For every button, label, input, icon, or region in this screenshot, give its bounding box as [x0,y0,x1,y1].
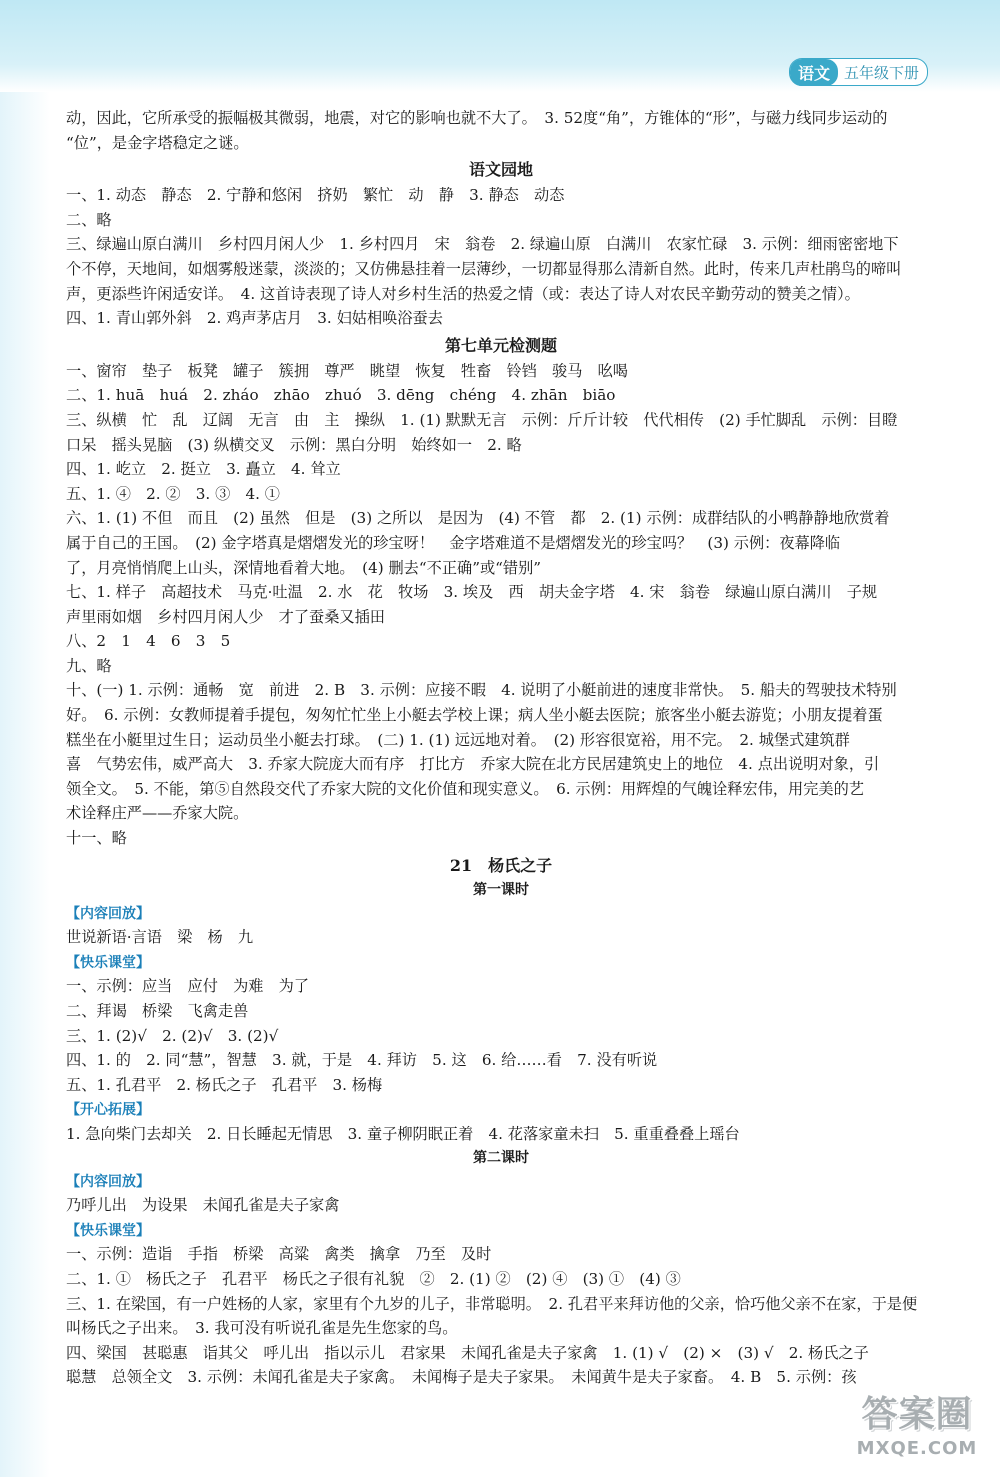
answer-line: 个不停，天地间，如烟雾般迷蒙，淡淡的；又仿佛悬挂着一层薄纱，一切都显得那么清新自然。此时，传来几声杜鹃鸟的啼叫 [66,259,902,278]
section-tag-label: 【开心拓展】 [66,1102,150,1119]
section-tag-label: 【快乐课堂】 [66,954,150,971]
section-title: 语文园地 [468,160,533,180]
answer-line: 了，月亮悄悄爬上山头，深情地看着大地。 (4) 删去“不正确”或“错别” [66,558,542,577]
answer-line: 领全文。 5. 不能，第⑤自然段交代了乔家大院的文化价值和现实意义。 6. 示例：用辉煌的气魄诠释宏伟，用完美的艺 [66,779,864,798]
lesson-subtitle: 第一课时 [473,881,529,898]
answer-line: 八、2 1 4 6 3 5 [66,632,231,651]
answer-line: 动，因此，它所承受的振幅极其微弱，地震，对它的影响也就不大了。 3. 52度“角”，方锥体的“形”，与磁力线同步运动的 [66,109,888,127]
lesson-subtitle: 第二课时 [473,1149,529,1166]
answer-line: 叫杨氏之子出来。 3. 我可没有听说孔雀是先生您家的鸟。 [66,1319,458,1338]
section-title: 21 杨氏之子 [449,855,553,875]
answer-line: 二、1. huā huá 2. zháo zhāo zhuó 3. dēng chéng 4. zhān biāo [66,386,616,405]
answer-line: 糕坐在小艇里过生日；运动员坐小艇去打球。 (二) 1. (1) 远远地对着。 (2) 形容很宽裕，用不完。 2. 城堡式建筑群 [66,730,850,749]
answer-line: 二、略 [66,210,112,229]
watermark-logo: 答案圈 [861,1394,973,1435]
answer-line: 聪慧 总领全文 3. 示例：未闻孔雀是夫子家禽。 未闻梅子是夫子家果。 未闻黄牛是夫子家畜。 4. B 5. 示例：孩 [66,1368,857,1387]
answer-line: 十一、略 [66,829,127,848]
answer-line: 一、1. 动态 静态 2. 宁静和悠闲 挤奶 繁忙 动 静 3. 静态 动态 [66,186,565,205]
answer-line: 四、1. 屹立 2. 挺立 3. 矗立 4. 耸立 [66,460,341,479]
answer-line: 喜 气势宏伟，威严高大 3. 乔家大院庞大而有序 打比方 乔家大院在北方民居建筑史上的地位 4. 点出说明对象，引 [66,755,880,774]
section-title: 第七单元检测题 [444,335,557,355]
section-tag [66,1097,936,1122]
answer-line: 五、1. ④ 2. ② 3. ③ 4. ① [66,484,280,503]
answer-line: 三、1. 在梁国，有一户姓杨的人家，家里有个九岁的儿子，非常聪明。 2. 孔君平来拜访他的父亲，恰巧他父亲不在家，于是便 [66,1294,918,1313]
answer-line: 三、1. (2)√ 2. (2)√ 3. (2)√ [66,1026,279,1045]
answer-line: 三、纵横 忙 乱 辽阔 无言 由 主 操纵 1. (1) 默默无言 示例：斤斤计较 代代相传 (2) 手忙脚乱 示例：目瞪 [66,410,898,429]
answer-line: 二、1. ① 杨氏之子 孔君平 杨氏之子很有礼貌 ② 2. (1) ② (2) ④ (3) ① (4) ③ [66,1269,681,1288]
section-tag-label: 【快乐课堂】 [66,1222,150,1239]
answer-line: 三、绿遍山原白满川 乡村四月闲人少 1. 乡村四月 宋 翁卷 2. 绿遍山原 白满川 农家忙碌 3. 示例：细雨密密地下 [66,235,899,254]
section-tag [66,1169,936,1194]
watermark-url: MXQE.COM [856,1438,978,1459]
answer-line: 五、1. 孔君平 2. 杨氏之子 孔君平 3. 杨梅 [66,1075,383,1094]
answer-line: 六、1. (1) 不但 而且 (2) 虽然 但是 (3) 之所以 是因为 (4) 不管 都 2. (1) 示例：成群结队的小鸭静静地欣赏着 [66,509,890,528]
answer-line: 七、1. 样子 高超技术 马克·吐温 2. 水 花 牧场 3. 埃及 西 胡夫金字塔 4. 宋 翁卷 绿遍山原白满川 子规 [66,583,878,602]
subject-label: 语文 [790,59,838,86]
answer-line: 四、1. 的 2. 同“慧”，智慧 3. 就，于是 4. 拜访 5. 这 6. 给……看 7. 没有听说 [66,1051,658,1070]
answer-line: 属于自己的王国。 (2) 金字塔真是熠熠发光的珍宝呀！ 金字塔难道不是熠熠发光的珍宝吗？ (3) 示例：夜幕降临 [66,533,841,552]
answer-line: 口呆 摇头晃脑 (3) 纵横交叉 示例：黑白分明 始终如一 2. 略 [66,435,522,454]
subject-grade-badge [789,58,928,86]
page-margin-shade [0,92,50,1477]
section-tag [66,950,936,975]
section-tag-label: 【内容回放】 [66,905,150,922]
section-tag [66,1218,936,1243]
answer-line: 二、拜谒 桥梁 飞禽走兽 [66,1002,249,1020]
answer-line: 一、示例：造诣 手指 桥梁 高粱 禽类 擒拿 乃至 及时 [66,1245,492,1264]
answer-line: 四、梁国 甚聪惠 诣其父 呼儿出 指以示儿 君家果 未闻孔雀是夫子家禽 1. (1) √ (2) × (3) √ 2. 杨氏之子 [66,1343,869,1362]
section-tag [66,901,936,926]
section-tag-label: 【内容回放】 [66,1173,150,1190]
answer-line: “位”，是金字塔稳定之谜。 [66,133,249,152]
answer-line: 1. 急向柴门去却关 2. 日长睡起无情思 3. 童子柳阴眠正着 4. 花落家童未扫 5. 重重叠叠上瑶台 [66,1124,740,1143]
answer-line: 一、示例：应当 应付 为难 为了 [66,977,309,996]
answer-line: 十、(一) 1. 示例：通畅 宽 前进 2. B 3. 示例：应接不暇 4. 说明了小艇前进的速度非常快。 5. 船夫的驾驶技术特别 [66,681,897,700]
grade-label: 五年级下册 [843,63,919,82]
answer-line: 九、略 [66,656,112,675]
answer-line: 术诠释庄严——乔家大院。 [66,804,249,823]
answer-line: 世说新语·言语 梁 杨 九 [66,928,254,947]
watermark [842,1393,992,1473]
answer-line: 声里雨如烟 乡村四月闲人少 才了蚕桑又插田 [66,607,385,626]
answer-line: 乃呼儿出 为设果 未闻孔雀是夫子家禽 [66,1196,340,1215]
answer-line: 四、1. 青山郭外斜 2. 鸡声茅店月 3. 妇姑相唤浴蚕去 [66,309,443,328]
answer-line: 好。 6. 示例：女教师提着手提包，匆匆忙忙坐上小艇去学校上课；病人坐小艇去医院；旅客坐小艇去游览；小朋友提着蛋 [66,706,883,725]
answer-content [66,106,936,1390]
answer-line: 声，更添些许闲适安详。 4. 这首诗表现了诗人对乡村生活的热爱之情（或：表达了诗人对农民辛勤劳动的赞美之情）。 [66,284,860,303]
answer-line: 一、窗帘 垫子 板凳 罐子 簇拥 尊严 眺望 恢复 牲畜 铃铛 骏马 吆喝 [66,361,628,380]
